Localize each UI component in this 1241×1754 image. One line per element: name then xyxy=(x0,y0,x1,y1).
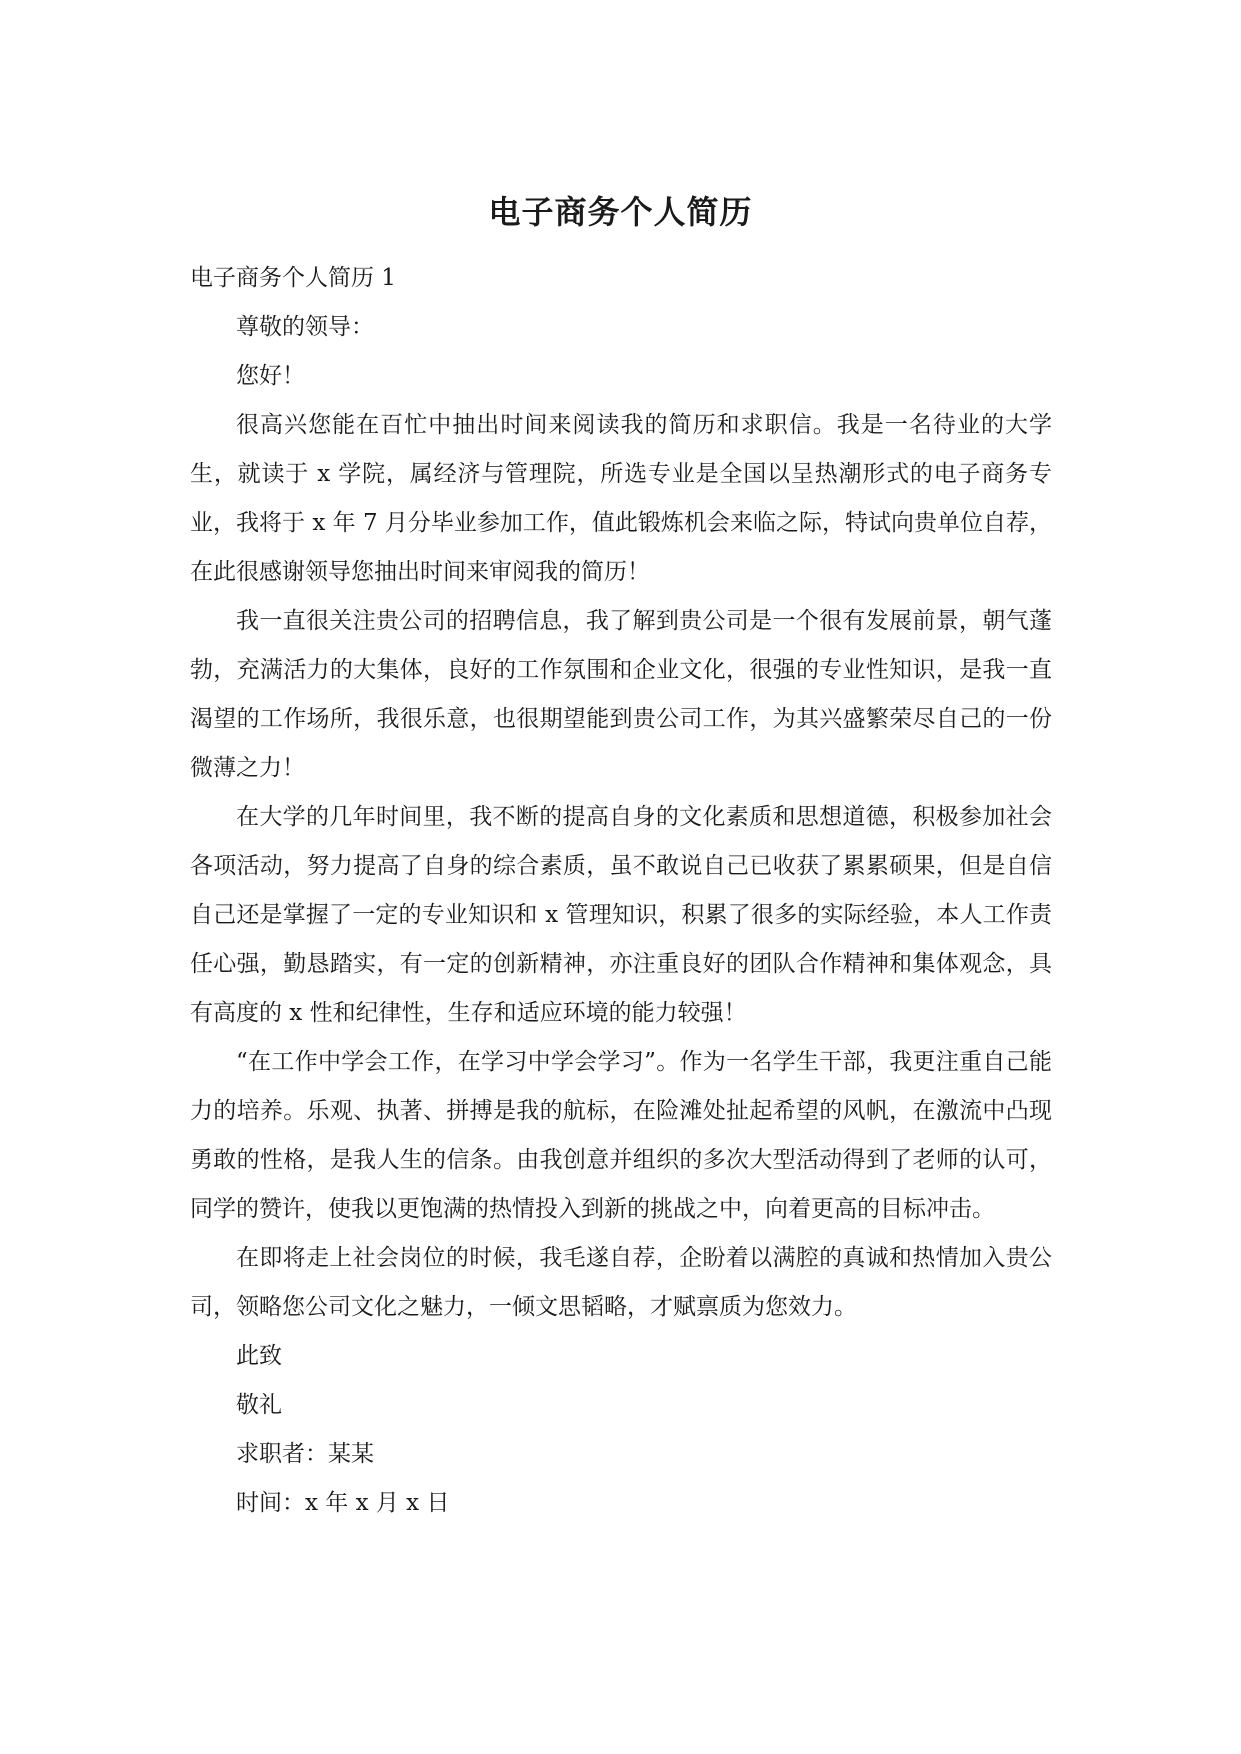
body-paragraph-experience: 在大学的几年时间里，我不断的提高自身的文化素质和思想道德，积极参加社会各项活动，努力提高了自身的综合素质，虽不敢说自己已收获了累累硕果，但是自信自己还是掌握了一定的专业知识和 x 管理知识，积累了很多的实际经验，本人工作责任心强，勤恳踏实，有一定的创新精神，亦注重良好的团队合作精神和集体观念，具有高度的 x 性和纪律性，生存和适应环境的能力较强！ xyxy=(190,804,1052,1026)
body-paragraph-interest: 我一直很关注贵公司的招聘信息，我了解到贵公司是一个很有发展前景，朝气蓬勃，充满活力的大集体，良好的工作氛围和企业文化，很强的专业性知识，是我一直渴望的工作场所，我很乐意，也很期望能到贵公司工作，为其兴盛繁荣尽自己的一份微薄之力！ xyxy=(190,608,1052,781)
body-paragraph-intro: 很高兴您能在百忙中抽出时间来阅读我的简历和求职信。我是一名待业的大学生，就读于 x 学院，属经济与管理院，所选专业是全国以呈热潮形式的电子商务专业，我将于 x 年 7 月分毕业参加工作，值此锻炼机会来临之际，特试向贵单位自荐，在此很感谢领导您抽出时间来审阅我的简历！ xyxy=(190,412,1052,585)
regards: 敬礼 xyxy=(236,1392,282,1418)
document-subtitle: 电子商务个人简历 1 xyxy=(190,265,396,291)
body-paragraph-motto: “在工作中学会工作，在学习中学会学习”。作为一名学生干部，我更注重自己能力的培养。乐观、执著、拼搏是我的航标，在险滩处扯起希望的风帆，在激流中凸现勇敢的性格，是我人生的信条。由我创意并组织的多次大型活动得到了老师的认可，同学的赞许，使我以更饱满的热情投入到新的挑战之中，向着更高的目标冲击。 xyxy=(190,1049,1052,1222)
document-body xyxy=(190,254,1052,1528)
greeting: 您好！ xyxy=(236,363,305,389)
salutation: 尊敬的领导： xyxy=(236,314,374,340)
date-line: 时间：x 年 x 月 x 日 xyxy=(236,1490,450,1516)
document-title: 电子商务个人简历 xyxy=(488,193,753,231)
body-paragraph-conclusion: 在即将走上社会岗位的时候，我毛遂自荐，企盼着以满腔的真诚和热情加入贵公司，领略您公司文化之魅力，一倾文思韬略，才赋禀质为您效力。 xyxy=(190,1245,1052,1320)
closing: 此致 xyxy=(236,1343,282,1369)
signature: 求职者：某某 xyxy=(236,1441,374,1467)
